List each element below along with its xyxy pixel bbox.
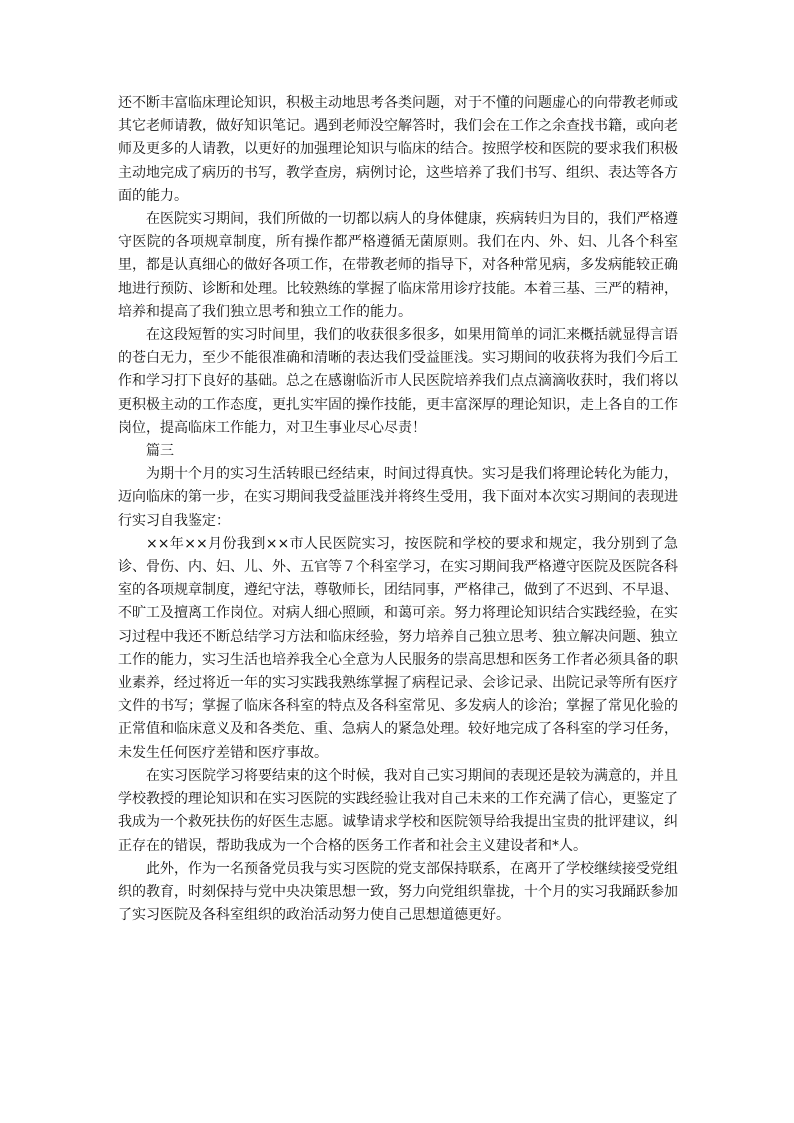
paragraph-3: 在这段短暂的实习时间里，我们的收获很多很多，如果用简单的词汇来概括就显得言语的苍白无力，至少不能很准确和清晰的表达我们受益匪浅。实习期间的收获将为我们今后工作和学习打下良好的基础。总之在感谢临沂市人民医院培养我们点点滴滴收获时，我们将以更积极主动的工作态度，更扎实牢固的操作技能，更丰富深厚的理论知识，走上各自的工作岗位，提高临床工作能力，对卫生事业尽心尽责！	[118, 327, 678, 436]
paragraph-4: 为期十个月的实习生活转眼已经结束，时间过得真快。实习是我们将理论转化为能力，迈向临床的第一步，在实习期间我受益匪浅并将终生受用，我下面对本次实习期间的表现进行实习自我鉴定：	[118, 466, 678, 529]
paragraph-7: 此外，作为一名预备党员我与实习医院的党支部保持联系，在离开了学校继续接受党组织的教育，时刻保持与党中央决策思想一致，努力向党组织靠拢，十个月的实习我踊跃参加了实习医院及各科室组织的政治活动努力使自己思想道德更好。	[118, 860, 678, 924]
section-heading: 篇三	[146, 443, 174, 460]
paragraph-1: 还不断丰富临床理论知识，积极主动地思考各类问题，对于不懂的问题虚心的向带教老师或其它老师请教，做好知识笔记。遇到老师没空解答时，我们会在工作之余查找书籍，或向老师及更多的人请教，以更好的加强理论知识与临床的结合。按照学校和医院的要求我们积极主动地完成了病历的书写，教学查房，病例讨论，这些培养了我们书写、组织、表达等各方面的能力。	[118, 95, 678, 204]
paragraph-5: ××年××月份我到××市人民医院实习，按医院和学校的要求和规定，我分别到了急诊、骨伤、内、妇、儿、外、五官等７个科室学习，在实习期间我严格遵守医院及医院各科室的各项规章制度，遵纪守法，尊敬师长，团结同事，严格律己，做到了不迟到、不早退、不旷工及擅离工作岗位。对病人细心照顾，和蔼可亲。努力将理论知识结合实践经验，在实习过程中我还不断总结学习方法和临床经验，努力培养自己独立思考、独立解决问题、独立工作的能力，实习生活也培养我全心全意为人民服务的崇高思想和医务工作者必须具备的职业素养，经过将近一年的实习实践我熟练掌握了病程记录、会诊记录、出院记录等所有医疗文件的书写；掌握了临床各科室的特点及各科室常见、多发病人的诊治；掌握了常见化验的正常值和临床意义及和各类危、重、急病人的紧急处理。较好地完成了各科室的学习任务，未发生任何医疗差错和医疗事故。	[118, 535, 678, 761]
document-page	[118, 92, 678, 927]
paragraph-6: 在实习医院学习将要结束的这个时候，我对自己实习期间的表现还是较为满意的，并且学校教授的理论知识和在实习医院的实践经验让我对自己未来的工作充满了信心，更鉴定了我成为一个救死扶伤的好医生志愿。诚挚请求学校和医院领导给我提出宝贵的批评建议，纠正存在的错误，帮助我成为一个合格的医务工作者和社会主义建设者和*人。	[118, 767, 678, 854]
paragraph-2: 在医院实习期间，我们所做的一切都以病人的身体健康，疾病转归为目的，我们严格遵守医院的各项规章制度，所有操作都严格遵循无菌原则。我们在内、外、妇、儿各个科室里，都是认真细心的做好各项工作，在带教老师的指导下，对各种常见病，多发病能较正确地进行预防、诊断和处理。比较熟练的掌握了临床常用诊疗技能。本着三基、三严的精神，培养和提高了我们独立思考和独立工作的能力。	[118, 211, 678, 320]
